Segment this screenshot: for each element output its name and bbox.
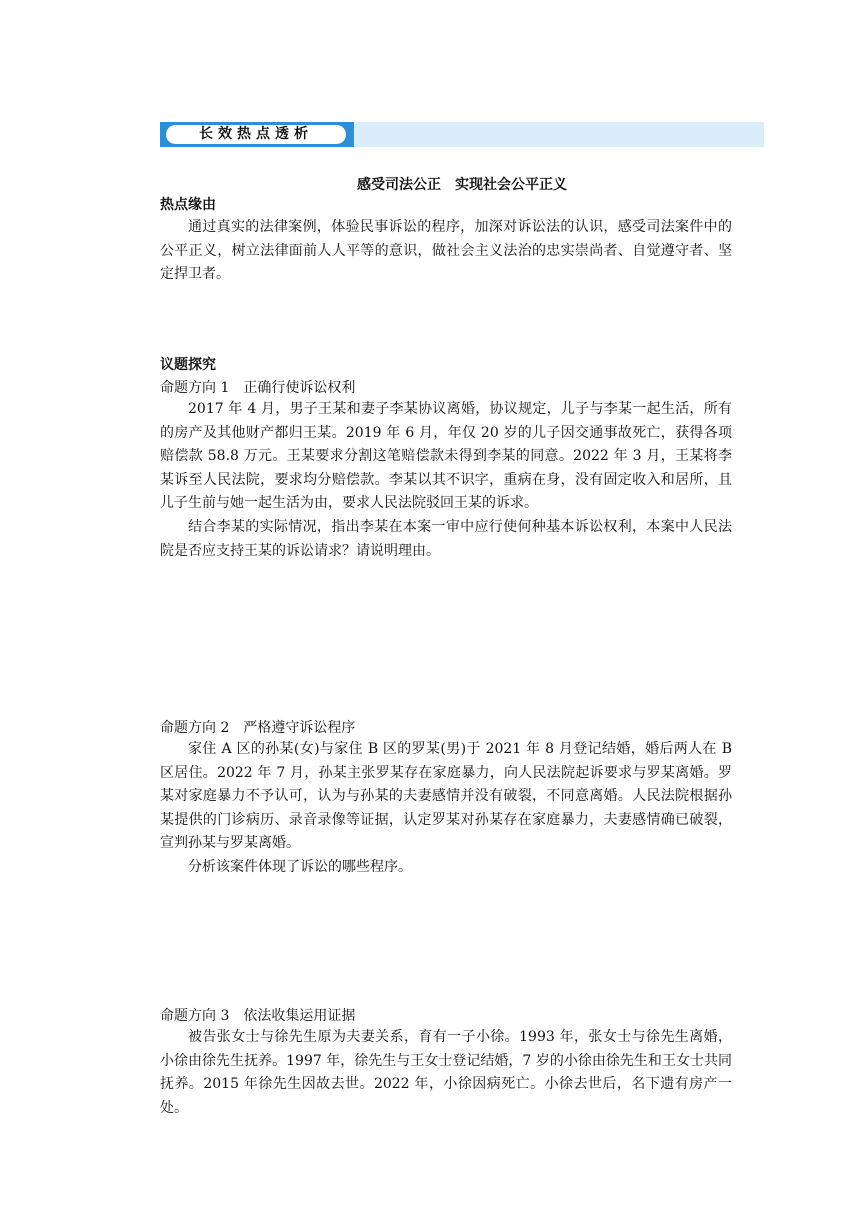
banner-tab — [160, 122, 354, 147]
direction-3-label: 命题方向 3 依法收集运用证据 — [160, 1008, 356, 1024]
direction-2-question: 分析该案件体现了诉讼的哪些程序。 — [188, 859, 412, 875]
section-banner — [160, 122, 764, 147]
direction-1-case: 2017 年 4 月，男子王某和妻子李某协议离婚，协议规定，儿子与李某一起生活，所有的房产及其他财产都归王某。2019 年 6 月，年仅 20 岁的儿子因交通事故死亡，获得各项赔偿款 58.8 万元。王某要求分割这笔赔偿款未得到李某的同意。2022 年 3 月，王某将李某诉至人民法院，要求均分赔偿款。李某以其不识字，重病在身，没有固定收入和居所，且儿子生前与她一起生活为由，要求人民法院驳回王某的诉求。 — [160, 401, 732, 511]
section-heading-inquiry: 议题探究 — [160, 357, 216, 373]
reason-paragraph: 通过真实的法律案例，体验民事诉讼的程序，加深对诉讼法的认识，感受司法案件中的公平正义，树立法律面前人人平等的意识，做社会主义法治的忠实崇尚者、自觉遵守者、坚定捍卫者。 — [160, 219, 732, 282]
banner-label: 长效热点透析 — [166, 125, 346, 144]
direction-2-label: 命题方向 2 严格遵守诉讼程序 — [160, 720, 356, 736]
section-heading-reason: 热点缘由 — [160, 197, 216, 213]
page-title: 感受司法公正 实现社会公平正义 — [357, 177, 567, 193]
direction-2-case: 家住 A 区的孙某(女)与家住 B 区的罗某(男)于 2021 年 8 月登记结婚，婚后两人在 B 区居住。2022 年 7 月，孙某主张罗某存在家庭暴力，向人民法院起诉要求与罗某离婚。罗某对家庭暴力不予认可，认为与孙某的夫妻感情并没有破裂，不同意离婚。人民法院根据孙某提供的门诊病历、录音录像等证据，认定罗某对孙某存在家庭暴力，夫妻感情确已破裂，宣判孙某与罗某离婚。 — [160, 741, 732, 851]
direction-1-question: 结合李某的实际情况，指出李某在本案一审中应行使何种基本诉讼权利，本案中人民法院是否应支持王某的诉讼请求？请说明理由。 — [160, 519, 732, 559]
direction-1-label: 命题方向 1 正确行使诉讼权利 — [160, 380, 356, 396]
direction-3-case: 被告张女士与徐先生原为夫妻关系，育有一子小徐。1993 年，张女士与徐先生离婚，小徐由徐先生抚养。1997 年，徐先生与王女士登记结婚，7 岁的小徐由徐先生和王女士共同抚养。2015 年徐先生因故去世。2022 年，小徐因病死亡。小徐去世后，名下遗有房产一处。 — [160, 1029, 732, 1116]
